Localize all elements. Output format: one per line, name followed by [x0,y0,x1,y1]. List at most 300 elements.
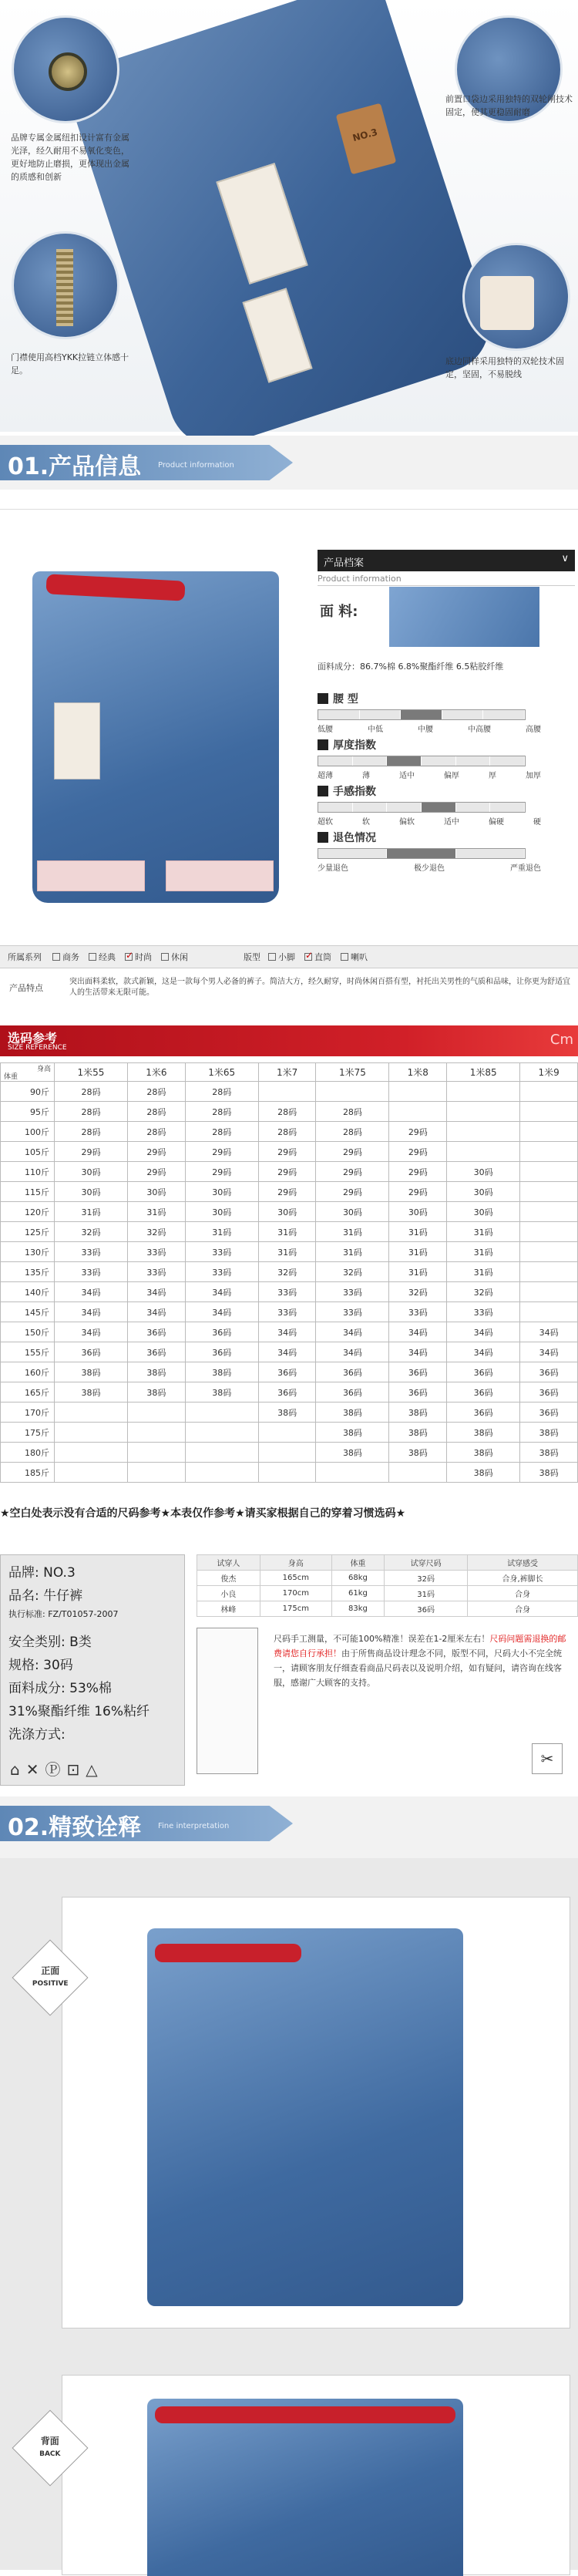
back-badge-sub: BACK [39,2450,61,2458]
attribute-option: 严重退色 [510,864,541,873]
size-cell: 36码 [316,1382,389,1402]
weight-cell: 125斤 [1,1222,55,1242]
attribute-block [318,830,572,873]
size-cell [447,1102,520,1122]
attribute-segment [456,849,525,858]
size-cell: 38码 [316,1443,389,1463]
fitting-column-header: 试穿感受 [468,1555,578,1571]
size-cell [258,1463,316,1483]
size-cell: 36码 [258,1362,316,1382]
brand-tag-text: NO.3 [351,126,379,144]
table-row [1,1122,578,1142]
wash-tag [0,1554,185,1786]
size-cell: 33码 [127,1262,185,1282]
weight-cell: 155斤 [1,1342,55,1362]
attribute-option: 高腰 [526,726,541,734]
attribute-option: 软 [362,818,370,827]
attribute-head [318,830,572,845]
category-option-label: 直筒 [314,952,331,962]
size-cell: 30码 [447,1162,520,1182]
size-cell: 33码 [389,1302,447,1322]
fit-label: 版型 [244,952,260,962]
size-cell [520,1122,578,1142]
size-note: ★空白处表示没有合适的尺码参考★本表仅作参考★请买家根据自己的穿着习惯选码★ [0,1507,406,1520]
section-number-text: 01. [8,453,49,480]
weight-cell: 175斤 [1,1423,55,1443]
category-row [0,945,578,968]
weight-cell: 100斤 [1,1122,55,1142]
weight-cell: 180斤 [1,1443,55,1463]
weight-cell: 130斤 [1,1242,55,1262]
weight-cell: 120斤 [1,1202,55,1222]
attribute-segment [318,849,387,858]
size-cell: 28码 [258,1122,316,1142]
measurement-diagram [197,1628,258,1774]
size-cell: 32码 [55,1222,128,1242]
size-cell: 31码 [389,1262,447,1282]
size-cell: 34码 [520,1342,578,1362]
fitting-cell: 175cm [260,1601,331,1617]
size-cell: 36码 [447,1382,520,1402]
size-cell: 29码 [316,1162,389,1182]
weight-cell: 110斤 [1,1162,55,1182]
table-row [197,1586,578,1601]
size-cell: 29码 [258,1142,316,1162]
square-bullet-icon [318,832,328,843]
size-cell [520,1082,578,1102]
tag-line: 安全类别: B类 [8,1635,92,1650]
weight-cell: 160斤 [1,1362,55,1382]
panel-title-text: 产品档案 [324,557,365,569]
checked-box-icon [304,953,312,961]
size-cell: 28码 [185,1082,258,1102]
attribute-segment [318,710,360,719]
left-cuff [37,860,145,891]
size-cell: 29码 [127,1142,185,1162]
size-cell: 34码 [316,1322,389,1342]
size-cell: 32码 [127,1222,185,1242]
size-cell [55,1463,128,1483]
attribute-bar [318,802,526,813]
section-subtitle: Fine interpretation [158,1822,230,1830]
size-cell: 38码 [520,1463,578,1483]
size-cell [185,1443,258,1463]
table-row [197,1601,578,1617]
size-cell [127,1423,185,1443]
tag-line: 品牌: NO.3 [8,1565,76,1581]
attribute-option: 超薄 [318,772,333,780]
attribute-segment [483,710,525,719]
size-cell: 30码 [185,1202,258,1222]
size-cell [258,1423,316,1443]
size-cell: 36码 [389,1382,447,1402]
size-cell: 34码 [127,1282,185,1302]
checkbox-icon [341,953,348,961]
weight-cell: 90斤 [1,1082,55,1102]
size-cell: 28码 [258,1102,316,1122]
size-cell: 36码 [447,1402,520,1423]
size-cell [185,1423,258,1443]
feature-row [0,972,578,1003]
size-cell: 36码 [447,1362,520,1382]
size-cell: 34码 [389,1322,447,1342]
section-number-text: 02. [8,1814,49,1841]
fitting-cell: 合身 [468,1601,578,1617]
attribute-segment [422,756,456,766]
size-column-header: 1米55 [55,1063,128,1082]
size-cell: 38码 [127,1382,185,1402]
metal-button-icon [49,52,87,91]
size-cell: 34码 [185,1302,258,1322]
attribute-bar [318,848,526,859]
table-row [1,1182,578,1202]
product-info-section [0,509,578,997]
tag-line: 执行标准: FZ/T01057-2007 [8,1609,119,1619]
category-option-label: 经典 [99,952,116,962]
fitting-cell: 165cm [260,1571,331,1586]
category-option-label: 喇叭 [351,952,368,962]
size-cell: 28码 [127,1102,185,1122]
size-cell: 29码 [185,1162,258,1182]
category-option-label: 休闲 [171,952,188,962]
weight-cell: 115斤 [1,1182,55,1202]
table-row [1,1142,578,1162]
size-cell: 34码 [55,1302,128,1322]
front-photo [62,1897,570,2329]
size-cell: 29码 [389,1162,447,1182]
caption-hem: 底边同样采用独特的双轮技术固定，坚固，不易脱线 [445,356,564,379]
category-option [89,951,116,963]
weight-cell: 145斤 [1,1302,55,1322]
size-cell: 38码 [55,1362,128,1382]
size-cell: 30码 [55,1162,128,1182]
size-reference-section [0,1025,578,1527]
category-option [341,951,368,963]
fitting-header-row [197,1555,578,1571]
attribute-option: 中腰 [418,726,433,734]
checkbox-icon [52,953,60,961]
section-number [8,447,141,481]
size-cell: 36码 [127,1322,185,1342]
hem-patch [480,276,534,330]
attribute-option: 极少退色 [414,864,445,873]
fitting-cell: 83kg [331,1601,384,1617]
attribute-segment [353,756,388,766]
size-cell: 29码 [185,1142,258,1162]
fitting-cell: 68kg [331,1571,384,1586]
category-option-label: 商务 [62,952,79,962]
size-cell: 38码 [127,1362,185,1382]
size-cell: 30码 [447,1182,520,1202]
attribute-block [318,783,572,827]
table-row [1,1202,578,1222]
hero-banner [0,0,578,432]
size-cell: 28码 [185,1102,258,1122]
weight-cell: 185斤 [1,1463,55,1483]
size-cell: 38码 [447,1443,520,1463]
attribute-segment [360,710,402,719]
attribute-segment [387,849,455,858]
fit-options [268,951,377,963]
size-table [0,1062,578,1483]
front-badge-label: 正面 [40,1965,59,1976]
size-cell [127,1443,185,1463]
size-cell: 38码 [185,1362,258,1382]
panel-subtitle: Product information [318,574,575,586]
size-cell: 31码 [447,1222,520,1242]
size-cell [520,1182,578,1202]
fitting-cell: 俊杰 [197,1571,260,1586]
attribute-name: 退色情况 [333,832,376,844]
tag-line: 品名: 牛仔裤 [8,1588,83,1604]
size-cell [520,1242,578,1262]
size-notice [274,1631,574,1690]
size-cell: 30码 [258,1202,316,1222]
size-cell: 31码 [316,1222,389,1242]
front-belt-image [155,1944,301,1962]
series-label: 所属系列 [8,952,42,962]
checkbox-icon [268,953,276,961]
size-cell: 28码 [55,1122,128,1142]
size-cell: 32码 [389,1282,447,1302]
table-row [1,1222,578,1242]
size-cell: 36码 [520,1382,578,1402]
size-column-header: 1米65 [185,1063,258,1082]
attribute-option: 薄 [362,772,370,780]
category-option [304,951,331,963]
size-cell: 34码 [520,1322,578,1342]
size-cell: 34码 [258,1342,316,1362]
fitting-cell: 小良 [197,1586,260,1601]
section-title: 产品信息 [49,453,142,480]
size-cell: 28码 [316,1102,389,1122]
table-row [1,1443,578,1463]
series-options [52,951,197,963]
wash-care-icons: ⌂✕Ⓟ⊡△ [10,1760,104,1779]
notice-warning: 尺码问题需退换的邮费请您自行承担！ [274,1634,566,1658]
size-cell: 33码 [258,1302,316,1322]
section-number [8,1808,141,1842]
size-cell: 31码 [258,1242,316,1262]
attribute-option: 厚 [489,772,496,780]
cm-badge-icon: Cm [549,1032,573,1048]
size-cell: 28码 [185,1122,258,1142]
size-cell [520,1262,578,1282]
size-cell: 34码 [55,1322,128,1342]
size-cell: 31码 [258,1222,316,1242]
size-cell: 31码 [127,1202,185,1222]
zipper-detail-circle [12,231,119,339]
size-cell [389,1102,447,1122]
fitting-table [197,1554,578,1617]
size-cell: 30码 [447,1202,520,1222]
attribute-segment [442,710,484,719]
attribute-segment [401,710,442,719]
size-cell: 29码 [389,1182,447,1202]
wash-label-section [0,1554,578,1786]
attribute-block [318,737,572,780]
checkbox-icon [161,953,169,961]
attribute-option: 少量退色 [318,864,348,873]
category-option-label: 时尚 [135,952,152,962]
fabric-swatch [389,587,539,647]
size-cell: 33码 [258,1282,316,1302]
table-row [1,1262,578,1282]
fitting-column-header: 试穿人 [197,1555,260,1571]
size-cell: 38码 [389,1402,447,1423]
weight-cell: 170斤 [1,1402,55,1423]
size-cell: 31码 [389,1242,447,1262]
checked-box-icon [125,953,133,961]
back-belt-image [155,2406,455,2423]
size-cell: 29码 [389,1122,447,1142]
fitting-cell: 36码 [385,1601,468,1617]
size-cell: 31码 [389,1222,447,1242]
size-cell: 34码 [447,1322,520,1342]
size-cell: 30码 [185,1182,258,1202]
attribute-segment [387,756,422,766]
size-cell: 38码 [520,1423,578,1443]
size-cell [185,1463,258,1483]
attribute-block [318,691,572,734]
attribute-head [318,691,572,706]
attribute-head [318,737,572,753]
size-cell: 38码 [258,1402,316,1423]
size-title: 选码参考 [8,1031,58,1046]
fitting-cell: 61kg [331,1586,384,1601]
attribute-name: 腰 型 [333,693,358,705]
square-bullet-icon [318,786,328,796]
section-subtitle: Product information [158,461,234,470]
size-cell: 33码 [127,1242,185,1262]
size-cell [258,1443,316,1463]
attribute-segment [490,803,525,812]
button-detail-circle [12,15,119,123]
size-cell: 31码 [55,1202,128,1222]
attribute-name: 手感指数 [333,786,376,798]
size-cell [316,1463,389,1483]
size-cell: 34码 [389,1342,447,1362]
attribute-segment [387,803,422,812]
size-cell: 30码 [127,1182,185,1202]
size-cell [55,1443,128,1463]
composition-text: 面料成分：86.7%棉 6.8%聚酯纤维 6.5粘胶纤维 [318,662,504,672]
size-cell [520,1202,578,1222]
size-cell [520,1142,578,1162]
weight-cell: 95斤 [1,1102,55,1122]
size-cell: 34码 [447,1342,520,1362]
size-cell: 31码 [447,1242,520,1262]
fitting-column-header: 试穿尺码 [385,1555,468,1571]
attribute-option: 偏软 [399,818,415,827]
size-column-header: 1米8 [389,1063,447,1082]
table-row [1,1322,578,1342]
size-cell: 28码 [55,1102,128,1122]
attribute-option: 适中 [444,818,459,827]
notice-text: 尺码手工测量，不可能100%精准！误差在1-2厘米左右！ [274,1634,490,1644]
size-cell [55,1402,128,1423]
attribute-option: 适中 [399,772,415,780]
size-column-header: 1米7 [258,1063,316,1082]
attribute-options [318,722,541,734]
table-row [1,1402,578,1423]
size-cell: 32码 [447,1282,520,1302]
attribute-segment [353,803,388,812]
size-cell [127,1463,185,1483]
square-bullet-icon [318,693,328,704]
size-cell: 29码 [127,1162,185,1182]
section-header-fine-interpretation [0,1796,578,1858]
category-option [268,951,295,963]
size-column-header: 1米75 [316,1063,389,1082]
attribute-option: 超软 [318,818,333,827]
size-subtitle: SIZE REFERENCE [8,1044,67,1052]
detail-photos [0,1858,578,2570]
hem-detail-circle [462,243,570,351]
size-cell: 38码 [185,1382,258,1402]
size-cell: 30码 [389,1202,447,1222]
size-cell: 29码 [258,1182,316,1202]
size-cell: 28码 [127,1082,185,1102]
size-cell [447,1082,520,1102]
size-cell: 34码 [258,1322,316,1342]
category-option [161,951,188,963]
back-photo [62,2375,570,2575]
size-cell [447,1122,520,1142]
fitting-column-header: 体重 [331,1555,384,1571]
size-cell [389,1463,447,1483]
table-row [1,1423,578,1443]
attribute-option: 加厚 [526,772,541,780]
size-cell: 38码 [389,1423,447,1443]
size-cell: 33码 [185,1242,258,1262]
size-cell: 33码 [316,1302,389,1322]
front-badge-sub: POSITIVE [32,1980,69,1988]
size-cell [520,1282,578,1302]
size-corner-cell [1,1063,55,1082]
size-cell: 34码 [55,1282,128,1302]
fitting-column-header: 身高 [260,1555,331,1571]
size-cell: 33码 [185,1262,258,1282]
size-cell: 36码 [389,1362,447,1382]
fitting-cell: 合身,裤脚长 [468,1571,578,1586]
attribute-option: 中低 [368,726,383,734]
size-cell: 33码 [55,1262,128,1282]
size-cell [316,1082,389,1102]
size-cell: 38码 [447,1423,520,1443]
tag-line: 规格: 30码 [8,1658,73,1673]
size-cell: 28码 [127,1122,185,1142]
attribute-segment [490,756,525,766]
size-cell: 38码 [447,1463,520,1483]
size-cell [520,1222,578,1242]
attribute-bar [318,709,526,720]
table-row [1,1382,578,1402]
corner-height: 身高 [36,1066,51,1073]
size-cell: 28码 [55,1082,128,1102]
size-cell: 38码 [316,1402,389,1423]
size-cell [389,1082,447,1102]
size-cell: 36码 [185,1342,258,1362]
caption-pocket: 前置口袋边采用独特的双轮闸技术固定，使其更稳固耐磨 [445,94,573,117]
table-row [1,1362,578,1382]
table-row [1,1162,578,1182]
weight-cell: 105斤 [1,1142,55,1162]
size-cell: 30码 [316,1202,389,1222]
attribute-segment [318,803,353,812]
size-cell [258,1082,316,1102]
fitting-cell: 170cm [260,1586,331,1601]
